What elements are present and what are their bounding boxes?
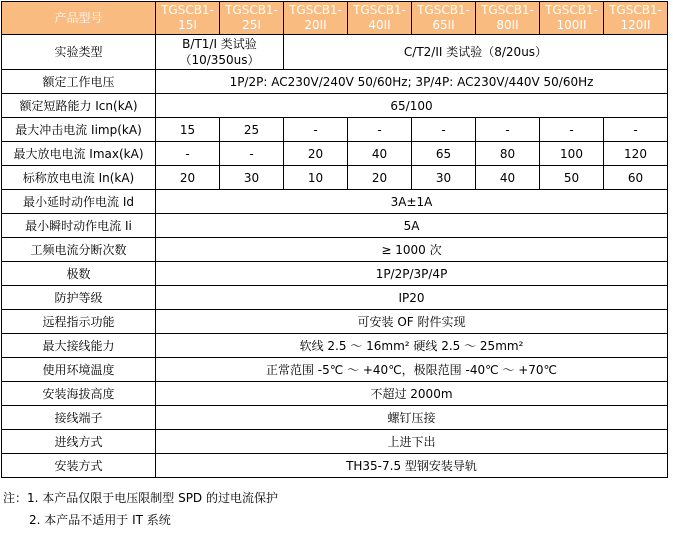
row-breaking-times <box>2 238 668 262</box>
row-label-operating-temp: 使用环境温度 <box>2 358 156 382</box>
value-test-class-c: C/T2/II 类试验（8/20us） <box>284 35 668 70</box>
product-spec-table <box>1 1 668 478</box>
row-min-instant-current <box>2 214 668 238</box>
row-max-wiring-capacity <box>2 334 668 358</box>
value-max-wiring: 软线 2.5 ～ 16mm² 硬线 2.5 ～ 25mm² <box>156 334 668 358</box>
value-nominal-discharge: 20 <box>348 166 412 190</box>
row-label-protection-rating: 防护等级 <box>2 286 156 310</box>
value-max-discharge: 65 <box>412 142 476 166</box>
value-min-instant-current: 5A <box>156 214 668 238</box>
value-protection-rating: IP20 <box>156 286 668 310</box>
row-label-max-wiring: 最大接线能力 <box>2 334 156 358</box>
row-mounting-method <box>2 454 668 478</box>
value-impulse-current: 15 <box>156 118 220 142</box>
value-max-discharge: 100 <box>540 142 604 166</box>
value-max-discharge: 20 <box>284 142 348 166</box>
row-wire-entry <box>2 430 668 454</box>
row-poles <box>2 262 668 286</box>
row-operating-temperature <box>2 358 668 382</box>
value-impulse-current: - <box>540 118 604 142</box>
value-nominal-discharge: 30 <box>220 166 284 190</box>
row-short-circuit-capacity <box>2 94 668 118</box>
row-protection-rating <box>2 286 668 310</box>
row-installation-altitude <box>2 382 668 406</box>
value-impulse-current: - <box>412 118 476 142</box>
row-terminal-type <box>2 406 668 430</box>
row-label-terminal: 接线端子 <box>2 406 156 430</box>
value-operating-temp: 正常范围 -5℃ ～ +40℃，极限范围 -40℃ ～ +70℃ <box>156 358 668 382</box>
row-label-impulse-current: 最大冲击电流 Iimp(kA) <box>2 118 156 142</box>
header-model-80ii: TGSCB1-80II <box>476 2 540 35</box>
value-max-discharge: 120 <box>604 142 668 166</box>
value-remote-indication: 可安装 OF 附件实现 <box>156 310 668 334</box>
value-short-circuit: 65/100 <box>156 94 668 118</box>
header-model-15i: TGSCB1-15I <box>156 2 220 35</box>
value-min-delay-current: 3A±1A <box>156 190 668 214</box>
header-product-model-label: 产品型号 <box>2 2 156 35</box>
header-model-100ii: TGSCB1-100II <box>540 2 604 35</box>
value-nominal-discharge: 40 <box>476 166 540 190</box>
value-max-discharge: 80 <box>476 142 540 166</box>
row-label-nominal-discharge: 标称放电电流 In(kA) <box>2 166 156 190</box>
value-mounting: TH35-7.5 型钢安装导轨 <box>156 454 668 478</box>
value-impulse-current: 25 <box>220 118 284 142</box>
row-label-remote-indication: 远程指示功能 <box>2 310 156 334</box>
value-nominal-discharge: 10 <box>284 166 348 190</box>
value-poles: 1P/2P/3P/4P <box>156 262 668 286</box>
value-test-class-b: B/T1/I 类试验（10/350us） <box>156 35 284 70</box>
row-test-type <box>2 35 668 70</box>
footnote-line: 2. 本产品不适用于 IT 系统 <box>29 513 171 528</box>
footnote-line: 注：1. 本产品仅限于电压限制型 SPD 的过电流保护 <box>3 491 278 506</box>
row-label-min-instant-current: 最小瞬时动作电流 Ii <box>2 214 156 238</box>
row-label-altitude: 安装海拔高度 <box>2 382 156 406</box>
row-label-poles: 极数 <box>2 262 156 286</box>
row-nominal-discharge-current <box>2 166 668 190</box>
row-min-delay-current <box>2 190 668 214</box>
row-rated-voltage <box>2 70 668 94</box>
header-model-120ii: TGSCB1-120II <box>604 2 668 35</box>
value-max-discharge: 40 <box>348 142 412 166</box>
row-label-short-circuit: 额定短路能力 Icn(kA) <box>2 94 156 118</box>
row-label-rated-voltage: 额定工作电压 <box>2 70 156 94</box>
value-wire-entry: 上进下出 <box>156 430 668 454</box>
row-label-mounting: 安装方式 <box>2 454 156 478</box>
value-terminal: 螺钉压接 <box>156 406 668 430</box>
value-nominal-discharge: 30 <box>412 166 476 190</box>
header-model-65ii: TGSCB1-65II <box>412 2 476 35</box>
value-altitude: 不超过 2000m <box>156 382 668 406</box>
value-impulse-current: - <box>476 118 540 142</box>
footnotes <box>3 487 673 531</box>
value-impulse-current: - <box>604 118 668 142</box>
header-row <box>2 2 668 35</box>
header-model-20ii: TGSCB1-20II <box>284 2 348 35</box>
value-impulse-current: - <box>348 118 412 142</box>
value-breaking-times: ≥ 1000 次 <box>156 238 668 262</box>
row-label-breaking-times: 工频电流分断次数 <box>2 238 156 262</box>
value-impulse-current: - <box>284 118 348 142</box>
value-nominal-discharge: 60 <box>604 166 668 190</box>
row-label-test-type: 实验类型 <box>2 35 156 70</box>
row-label-max-discharge: 最大放电电流 Imax(kA) <box>2 142 156 166</box>
row-remote-indication <box>2 310 668 334</box>
row-max-discharge-current <box>2 142 668 166</box>
header-model-25i: TGSCB1-25I <box>220 2 284 35</box>
value-max-discharge: - <box>220 142 284 166</box>
value-nominal-discharge: 50 <box>540 166 604 190</box>
value-max-discharge: - <box>156 142 220 166</box>
value-rated-voltage: 1P/2P: AC230V/240V 50/60Hz; 3P/4P: AC230V/440V 50/60Hz <box>156 70 668 94</box>
row-label-wire-entry: 进线方式 <box>2 430 156 454</box>
header-model-40ii: TGSCB1-40II <box>348 2 412 35</box>
row-impulse-current <box>2 118 668 142</box>
row-label-min-delay-current: 最小延时动作电流 Id <box>2 190 156 214</box>
value-nominal-discharge: 20 <box>156 166 220 190</box>
